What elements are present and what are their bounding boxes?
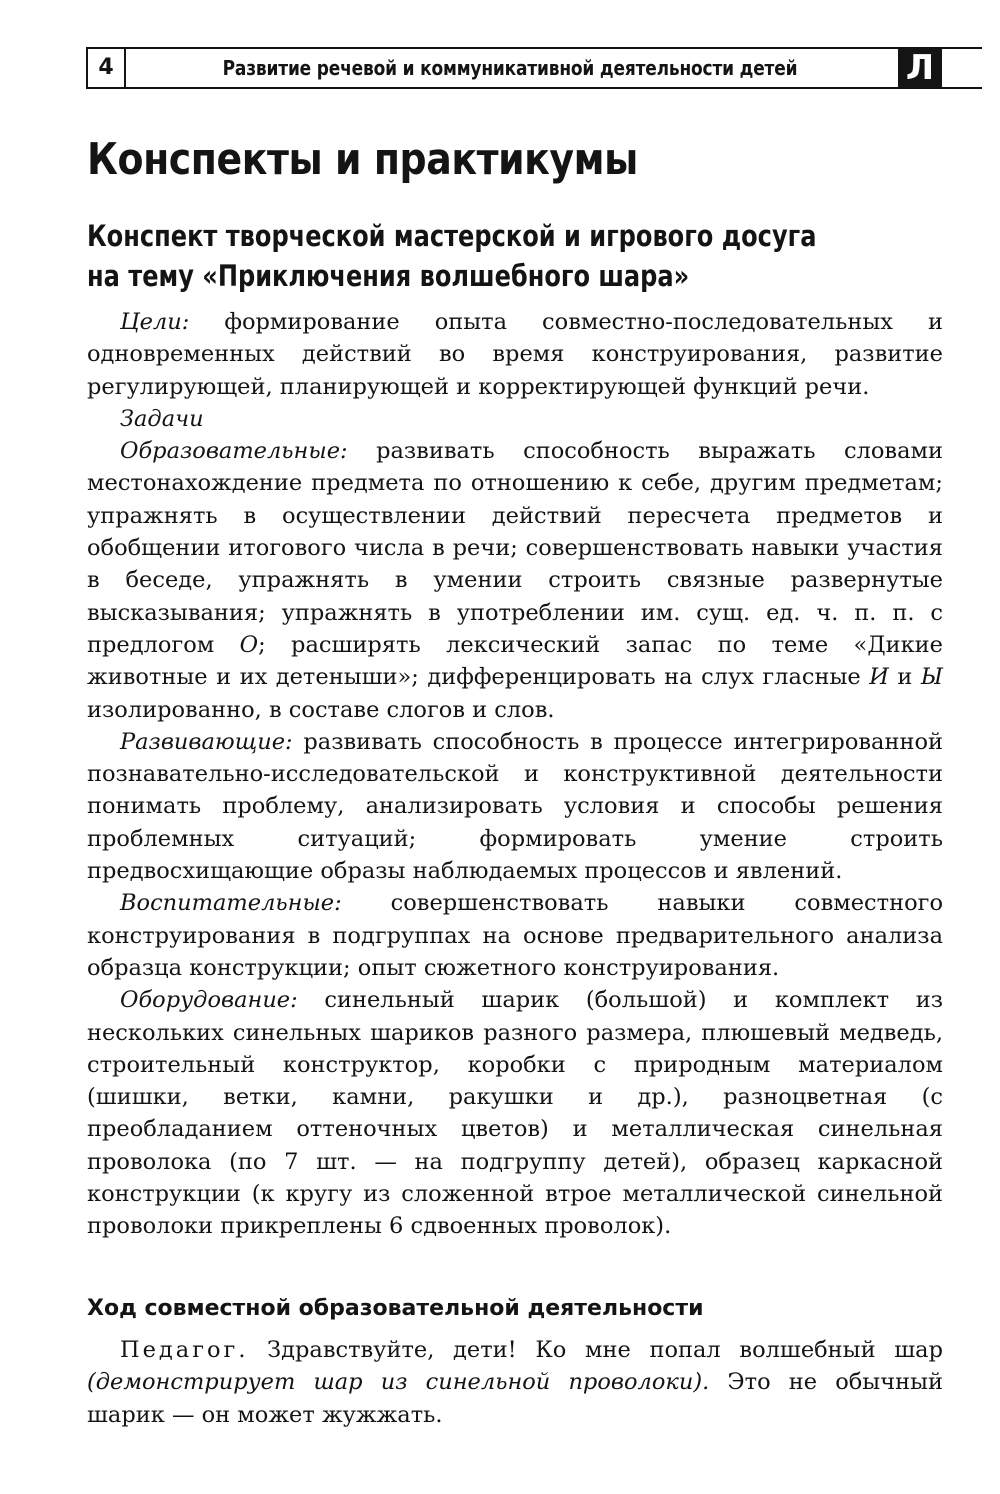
educational-label: Образовательные: <box>120 438 348 465</box>
upbringing-paragraph <box>87 887 943 984</box>
equipment-label: Оборудование: <box>120 987 298 1014</box>
page-number: 4 <box>86 47 126 89</box>
goals-paragraph <box>87 306 943 403</box>
dialogue <box>87 1334 943 1431</box>
speaker-name: Педагог. <box>120 1337 249 1363</box>
dialogue-line <box>87 1334 943 1431</box>
equipment-text: синельный шарик (большой) и комплект из нескольких синельных шариков разного размера, плюшевый медведь, строительный конструктор, коробки с природным материалом (шишки, ветки, камни, ракушки и др.), разноцветная (с преобладанием оттеночных цветов) и металлическая синельная проволока (по 7 шт. — на подгруппу детей), образец каркасной конструкции (к кругу из сложенной втрое металлической синельной проволоки прикреплены 6 сдвоенных проволок). <box>87 987 943 1240</box>
educational-text-4: изолированно, в составе слогов и слов. <box>87 696 555 723</box>
developmental-paragraph <box>87 726 943 887</box>
header-rule-bottom <box>126 87 982 89</box>
subtitle-line-2: на тему «Приключения волшебного шара» <box>87 259 690 293</box>
educational-text-1: развивать способность выражать словами местонахождение предмета по отношению к себе, другим предметам; упражнять в осуществлении действий пересчета предметов и обобщении итогового числа в речи; совершенствовать навыки участия в беседе, упражнять в умении строить связные развернутые высказывания; упражнять в употреблении им. сущ. ед. ч. п. п. с предлогом <box>87 438 943 658</box>
dialogue-text-1: Здравствуйте, дети! Ко мне попал волшебный шар <box>248 1337 943 1363</box>
publisher-logo: Л <box>898 47 942 89</box>
letter-o: О <box>239 631 259 658</box>
letter-i: И <box>869 664 889 691</box>
developmental-label: Развивающие: <box>120 728 293 755</box>
stage-direction: (демонстрирует шар из синельной проволоки). <box>87 1369 710 1396</box>
running-title: Развитие речевой и коммуникативной деятельности детей <box>222 56 798 80</box>
lesson-body <box>87 306 943 1243</box>
educational-paragraph <box>87 435 943 726</box>
lesson-subtitle <box>87 216 817 296</box>
educational-text-2: ; расширять лексический запас по теме «Дикие животные и их детеныши»; дифференцировать на слух гласные <box>87 631 943 691</box>
equipment-paragraph <box>87 984 943 1242</box>
tasks-label: Задачи <box>120 405 204 432</box>
upbringing-label: Воспитательные: <box>120 890 342 917</box>
activity-heading: Ход совместной образовательной деятельности <box>87 1296 704 1321</box>
goals-text: формирование опыта совместно-последовательных и одновременных действий во время конструирования, развитие регулирующей, планирующей и корректирующей функций речи. <box>87 309 943 400</box>
upbringing-text: совершенствовать навыки совместного конструирования в подгруппах на основе предварительного анализа образца конструкции; опыт сюжетного конструирования. <box>87 890 943 981</box>
letter-y: Ы <box>920 664 943 691</box>
subtitle-line-1: Конспект творческой мастерской и игрового досуга <box>87 219 817 253</box>
section-title: Конспекты и практикумы <box>87 134 638 185</box>
educational-text-3: и <box>888 664 921 691</box>
running-header <box>86 47 944 93</box>
goals-label: Цели: <box>120 309 190 335</box>
developmental-text: развивать способность в процессе интегрированной познавательно-исследовательской и конструктивной деятельности понимать проблему, анализировать условия и способы решения проблемных ситуаций; формировать умение строить предвосхищающие образы наблюдаемых процессов и явлений. <box>87 728 943 885</box>
tasks-heading <box>87 403 943 435</box>
dialogue-text-2: Это не обычный шарик — он может жужжать. <box>87 1369 943 1428</box>
